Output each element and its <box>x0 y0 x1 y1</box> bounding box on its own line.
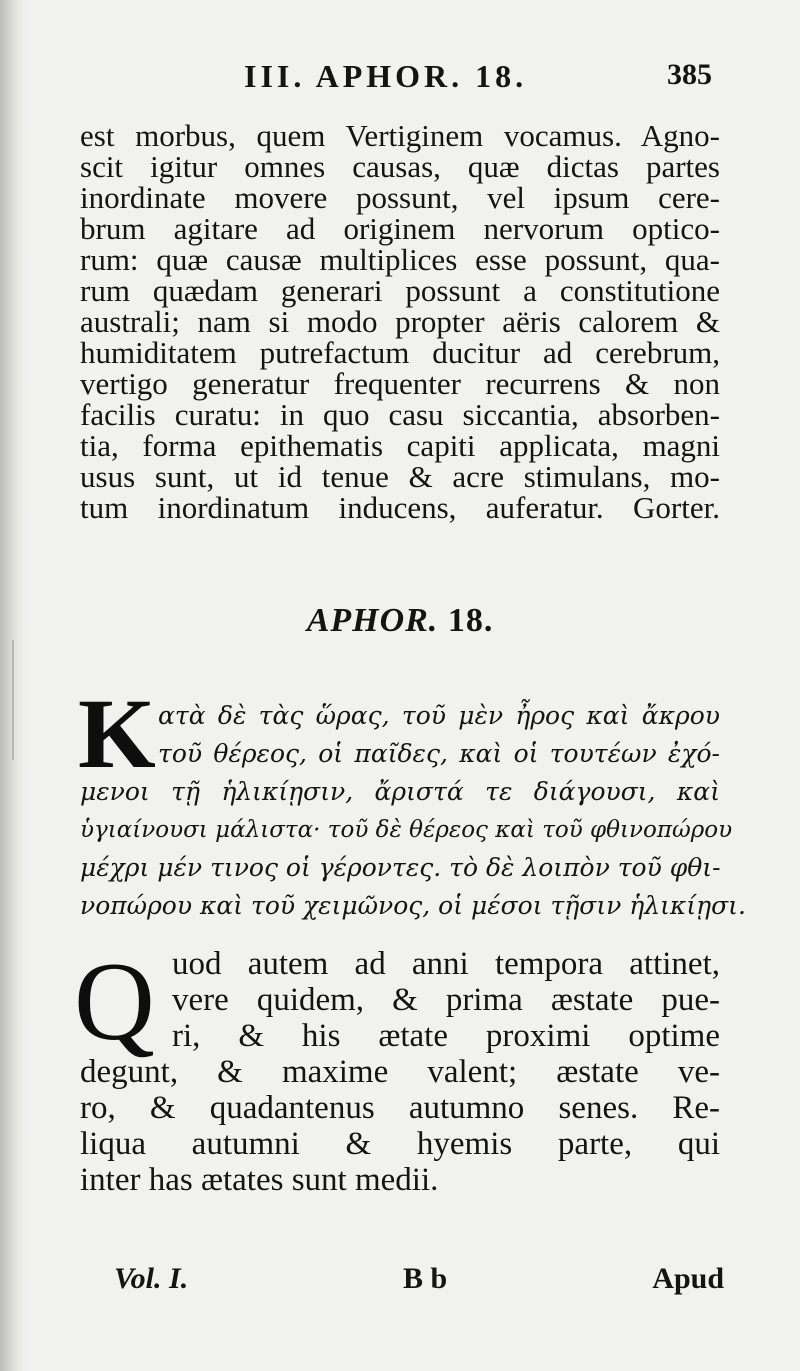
commentary-line: scit igitur omnes causas, quæ dictas partes <box>80 149 720 184</box>
commentary-line: australi; nam si modo propter aëris calorem & <box>80 304 720 339</box>
commentary-paragraph <box>80 120 720 523</box>
running-head-chapter: III. APHOR. 18. <box>244 58 528 94</box>
latin-line: vere quidem, & prima æstate pue- <box>172 982 720 1018</box>
commentary-line: humiditatem putrefactum ducitur ad cerebrum, <box>80 335 720 370</box>
greek-line: μέχρι μέν τινος οἱ γέροντες. τὸ δὲ λοιπὸν τοῦ φθι- <box>80 853 721 882</box>
latin-translation-text <box>80 946 720 1198</box>
commentary-line: brum agitare ad originem nervorum optico- <box>80 211 720 246</box>
commentary-line: usus sunt, ut id tenue & acre stimulans, mo- <box>80 459 720 494</box>
greek-line: μενοι τῇ ἡλικίῃσιν, ἄριστά τε διάγουσι, καὶ <box>80 777 720 806</box>
commentary-line: est morbus, quem Vertiginem vocamus. Agno- <box>80 118 720 153</box>
page-footer <box>0 1262 800 1302</box>
commentary-line: rum: quæ causæ multiplices esse possunt, qua- <box>80 242 720 277</box>
commentary-line: vertigo generatur frequenter recurrens & non <box>80 366 720 401</box>
greek-aphorism-text <box>80 697 746 925</box>
latin-line: uod autem ad anni tempora attinet, <box>172 946 720 982</box>
commentary-line: facilis curatu: in quo casu siccantia, absorben- <box>80 397 720 432</box>
signature-mark: B b <box>403 1262 448 1295</box>
greek-drop-cap: K <box>78 678 156 789</box>
latin-line: degunt, & maxime valent; æstate ve- <box>80 1054 720 1090</box>
latin-drop-cap: Q <box>74 940 155 1064</box>
page-crease <box>12 640 14 760</box>
running-head <box>0 58 800 98</box>
latin-line: ri, & his ætate proximi optime <box>172 1018 720 1054</box>
greek-line: τοῦ θέρεος, οἱ παῖδες, καὶ οἱ τουτέων ἐχό- <box>158 739 720 768</box>
greek-line: ατὰ δὲ τὰς ὥρας, τοῦ μὲν ἦρος καὶ ἄκρου <box>158 701 720 730</box>
commentary-line: tia, forma epithematis capiti applicata, magni <box>80 428 720 463</box>
latin-line: ro, & quadantenus autumno senes. Re- <box>80 1090 720 1126</box>
volume-mark: Vol. I. <box>114 1262 189 1295</box>
greek-line: νοπώρου καὶ τοῦ χειμῶνος, οἱ μέσοι τῇσιν ἡλικίῃσι. <box>80 891 746 920</box>
aphorism-heading-label: APHOR. <box>306 602 439 639</box>
latin-line: inter has ætates sunt medii. <box>80 1162 439 1198</box>
commentary-line: rum quædam generari possunt a constitutione <box>80 273 720 308</box>
commentary-line: tum inordinatum inducens, auferatur. Gorter. <box>80 490 720 525</box>
aphorism-heading-number: 18. <box>447 602 494 639</box>
commentary-line: inordinate movere possunt, vel ipsum cere- <box>80 180 720 215</box>
page-number: 385 <box>667 58 712 91</box>
aphorism-heading <box>0 602 800 640</box>
greek-line: ὑγιαίνουσι μάλιστα· τοῦ δὲ θέρεος καὶ τοῦ φθινοπώρου <box>80 817 733 843</box>
catchword: Apud <box>652 1262 724 1295</box>
latin-line: liqua autumni & hyemis parte, qui <box>80 1126 720 1162</box>
